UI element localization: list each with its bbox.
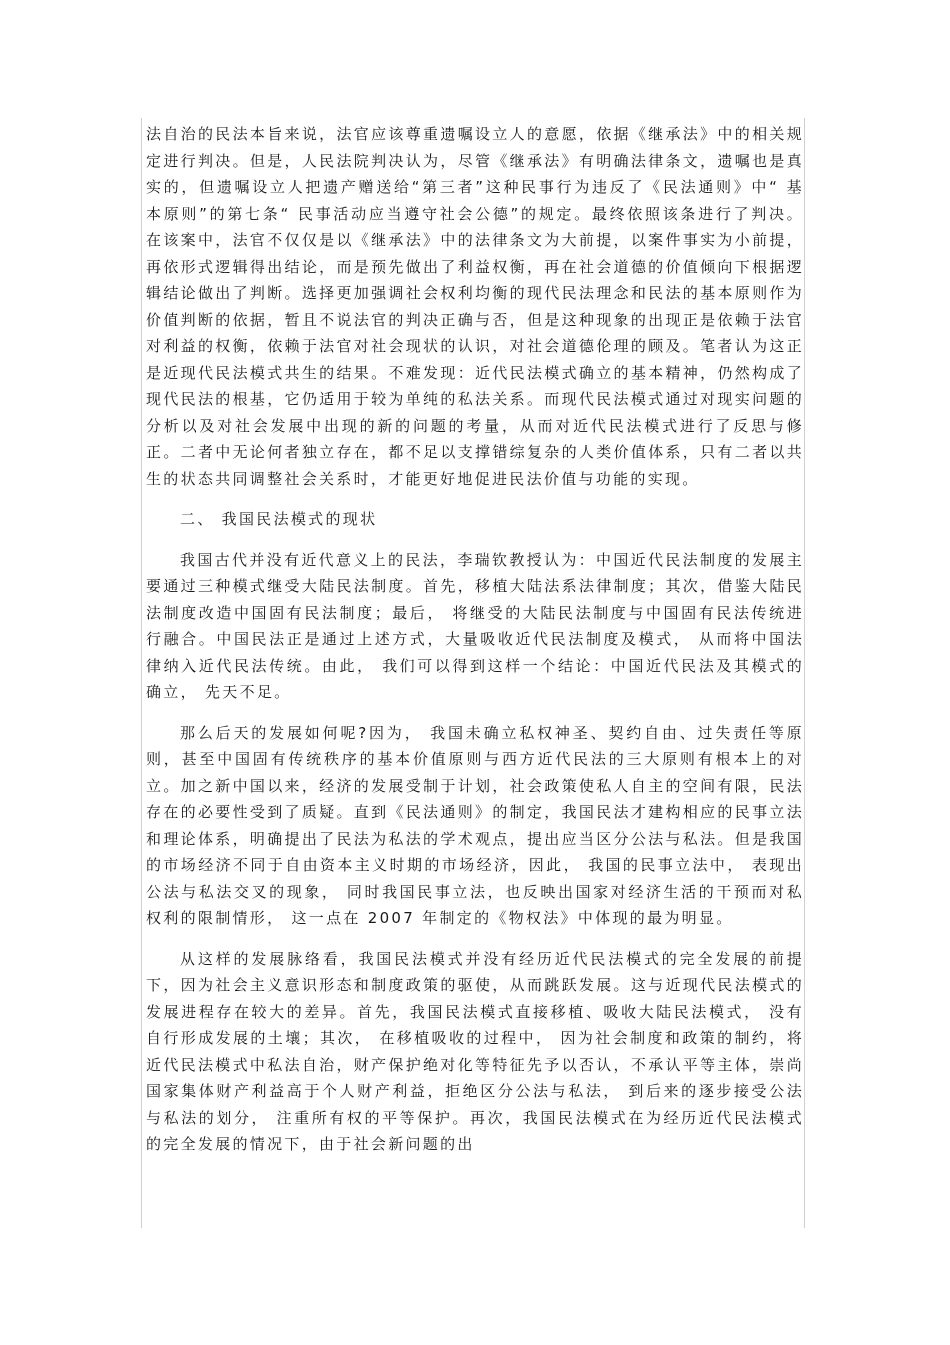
document-body [146, 121, 804, 1172]
paragraph: 我国古代并没有近代意义上的民法，李瑞钦教授认为：中国近代民法制度的发展主要通过三种模式继受大陆民法制度。首先，移植大陆法系法律制度；其次，借鉴大陆民法制度改造中国固有民法制度；最后， 将继受的大陆民法制度与中国固有民法传统进行融合。中国民法正是通过上述方式，大量吸收近代民法制度及模式， 从而将中国法律纳入近代民法传统。由此， 我们可以得到这样一个结论：中国近代民法及其模式的确立， 先天不足。 [146, 550, 804, 701]
section-heading: 二、 我国民法模式的现状 [180, 510, 378, 528]
paragraph: 从这样的发展脉络看，我国民法模式并没有经历近代民法模式的完全发展的前提下，因为社会主义意识形态和制度政策的驱使，从而跳跃发展。这与近现代民法模式的发展进程存在较大的差异。首先，我国民法模式直接移植、吸收大陆民法模式， 没有自行形成发展的土壤；其次， 在移植吸收的过程中， 因为社会制度和政策的制约，将近代民法模式中私法自治，财产保护绝对化等特征先予以否认，不承认平等主体，崇尚国家集体财产利益高于个人财产利益，拒绝区分公法与私法， 到后来的逐步接受公法与私法的划分， 注重所有权的平等保护。再次，我国民法模式在为经历近代民法模式的完全发展的情况下，由于社会新问题的出 [146, 949, 804, 1153]
paragraph-continuation: 法自治的民法本旨来说，法官应该尊重遗嘱设立人的意愿，依据《继承法》中的相关规定进行判决。但是，人民法院判决认为，尽管《继承法》有明确法律条文，遗嘱也是真实的，但遗嘱设立人把遗产赠送给“第三者”这种民事行为违反了《民法通则》中“ 基本原则”的第七条“ 民事活动应当遵守社会公德”的规定。最终依照该条进行了判决。在该案中，法官不仅仅是以《继承法》中的法律条文为大前提，以案件事实为小前提，再依形式逻辑得出结论，而是预先做出了利益权衡，再在社会道德的价值倾向下根据逻辑结论做出了判断。选择更加强调社会权利均衡的现代民法理念和民法的基本原则作为价值判断的依据，暂且不说法官的判决正确与否，但是这种现象的出现正是依赖于法官对利益的权衡，依赖于法官对社会现状的认识，对社会道德伦理的顾及。笔者认为这正是近现代民法模式共生的结果。不难发现：近代民法模式确立的基本精神，仍然构成了现代民法的根基，它仍适用于较为单纯的私法关系。而现代民法模式通过对现实问题的分析以及对社会发展中出现的新的问题的考量，从而对近代民法模式进行了反思与修正。二者中无论何者独立存在，都不足以支撑错综复杂的人类价值体系，只有二者以共生的状态共同调整社会关系时，才能更好地促进民法价值与功能的实现。 [146, 125, 804, 488]
paragraph: 那么后天的发展如何呢?因为， 我国未确立私权神圣、契约自由、过失责任等原则，甚至中国固有传统秩序的基本价值原则与西方近代民法的三大原则有根本上的对立。加之新中国以来，经济的发展受制于计划，社会政策使私人自主的空间有限，民法存在的必要性受到了质疑。直到《民法通则》的制定，我国民法才建构相应的民事立法和理论体系，明确提出了民法为私法的学术观点，提出应当区分公法与私法。但是我国的市场经济不同于自由资本主义时期的市场经济，因此， 我国的民事立法中， 表现出公法与私法交叉的现象， 同时我国民事立法，也反映出国家对经济生活的干预而对私权利的限制情形， 这一点在 2007 年制定的《物权法》中体现的最为明显。 [146, 723, 804, 927]
